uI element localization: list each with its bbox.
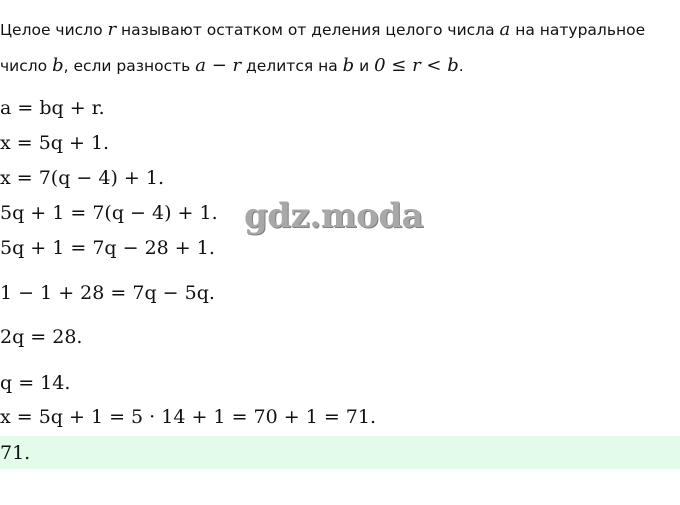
text-fragment: называют остатком от деления целого числа bbox=[116, 21, 500, 39]
equation-line: x = 5q + 1 = 5 · 14 + 1 = 70 + 1 = 71. bbox=[0, 406, 377, 428]
equation-line: q = 14. bbox=[0, 372, 71, 394]
text-fragment: Целое число bbox=[0, 21, 108, 39]
math-variable: b bbox=[342, 55, 355, 76]
equation-line: 2q = 28. bbox=[0, 326, 83, 348]
math-variable: a bbox=[499, 19, 511, 40]
answer-highlight bbox=[0, 436, 680, 469]
text-fragment: на натуральное число bbox=[0, 21, 646, 75]
text-fragment: делится на bbox=[241, 57, 343, 75]
equation-line: x = 5q + 1. bbox=[0, 132, 110, 154]
equation-line: a = bq + r. bbox=[0, 97, 105, 119]
equation-line: 5q + 1 = 7(q − 4) + 1. bbox=[0, 202, 218, 224]
text-fragment: и bbox=[354, 57, 375, 75]
math-variable: b bbox=[52, 55, 64, 76]
equation-line: 1 − 1 + 28 = 7q − 5q. bbox=[0, 282, 215, 304]
math-variable: r bbox=[107, 19, 117, 40]
math-expression: a − r bbox=[195, 55, 242, 76]
text-fragment: , если разность bbox=[63, 57, 196, 75]
answer-value: 71. bbox=[0, 442, 31, 464]
equation-line: x = 7(q − 4) + 1. bbox=[0, 167, 165, 189]
definition-paragraph bbox=[0, 12, 676, 84]
equation-line: 5q + 1 = 7q − 28 + 1. bbox=[0, 237, 215, 259]
math-condition: 0 ≤ r < b bbox=[374, 55, 459, 76]
watermark-logo: gdz.moda bbox=[244, 196, 424, 236]
text-fragment: . bbox=[458, 57, 464, 75]
